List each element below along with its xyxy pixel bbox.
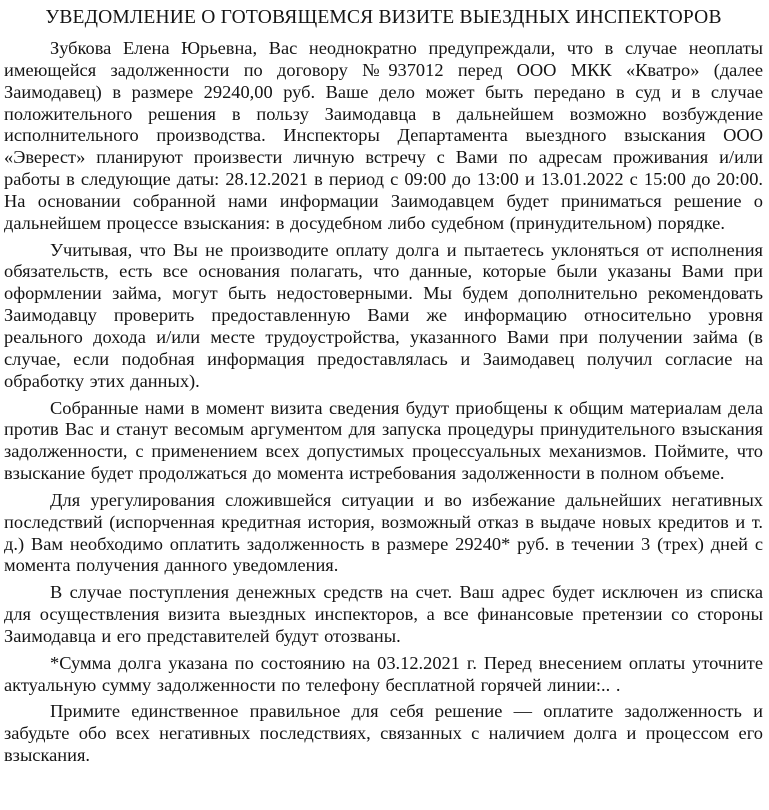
paragraph-final-appeal: Примите единственное правильное для себя решение — оплатите задолженность и забудьте обо всех негативных последствиях, связанных с наличием долга и процессом его взыскания.: [4, 701, 763, 766]
document-title: УВЕДОМЛЕНИЕ О ГОТОВЯЩЕМСЯ ВИЗИТЕ ВЫЕЗДНЫХ ИНСПЕКТОРОВ: [45, 7, 722, 28]
paragraph-data-verification: Учитывая, что Вы не производите оплату долга и пытаетесь уклоняться от исполнения обязательств, есть все основания полагать, что данные, которые были указаны Вами при оформлении займа, могут быть недостоверными. Мы будем дополнительно рекомендовать Заимодавцу проверить предоставленную Вами же информацию относительно уровня реального дохода и/или месте трудоустройства, указанного Вами при получении займа (в случае, если подобная информация предоставлялась и Заимодавец получил согласие на обработку этих данных).: [4, 239, 763, 391]
paragraph-visit-evidence: Собранные нами в момент визита сведения будут приобщены к общим материалам дела против Вас и станут весомым аргументом для запуска процедуры принудительного взыскания задолженности, с применением всех допустимых процессуальных механизмов. Поймите, что взыскание будет продолжаться до момента истребования задолженности в полном объеме.: [4, 397, 763, 484]
paragraph-debt-warning: Зубкова Елена Юрьевна, Вас неоднократно предупреждали, что в случае неоплаты имеющейся задолженности по договору №937012 перед ООО МКК «Кватро» (далее Заимодавец) в размере 29240,00 руб. Ваше дело может быть передано в суд и в случае положительного решения в пользу Заимодавца в дальнейшем возможно возбуждение исполнительного производства. Инспекторы Департамента выездного взыскания ООО «Эверест» планируют произвести личную встречу с Вами по адресам проживания и/или работы в следующие даты: 28.12.2021 в период с 09:00 до 13:00 и 13.01.2022 с 15:00 до 20:00. На основании собранной нами информации Заимодавцем будет приниматься решение о дальнейшем процессе взыскания: в досудебном либо судебном (принудительном) порядке.: [4, 38, 763, 233]
paragraph-amount-footnote: *Сумма долга указана по состоянию на 03.12.2021 г. Перед внесением оплаты уточните актуальную сумму задолженности по телефону бесплатной горячей линии:.. .: [4, 652, 763, 695]
paragraph-payment-consequence: В случае поступления денежных средств на счет. Ваш адрес будет исключен из списка для осуществления визита выездных инспекторов, а все финансовые претензии со стороны Заимодавца и его представителей будут отозваны.: [4, 582, 763, 646]
paragraph-payment-demand: Для урегулирования сложившейся ситуации и во избежание дальнейших негативных последствий (испорченная кредитная история, возможный отказ в выдаче новых кредитов и т. д.) Вам необходимо оплатить задолженность в размере 29240* руб. в течении 3 (трех) дней с момента получения данного уведомления.: [4, 489, 763, 576]
